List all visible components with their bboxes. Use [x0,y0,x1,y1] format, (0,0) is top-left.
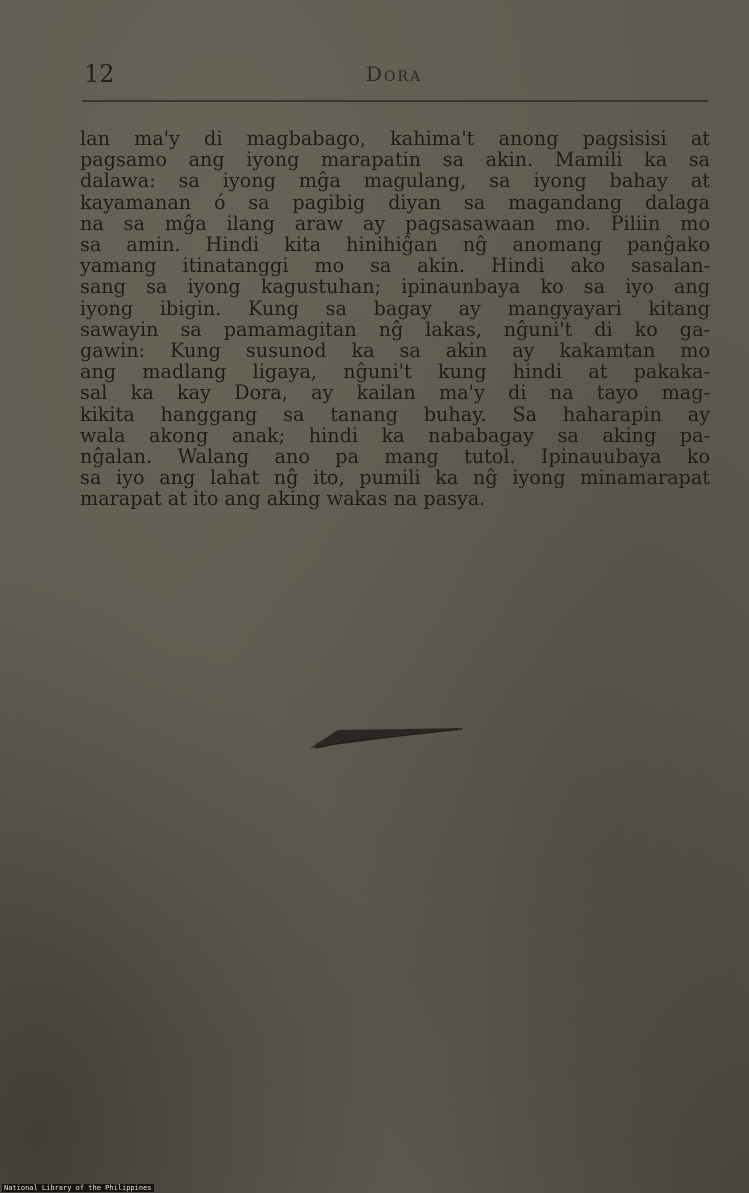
page-number: 12 [84,60,115,88]
running-title: Dora [365,62,423,86]
text-line: iyong ibigin. Kung sa bagay ay mangyayari kitang [80,296,710,320]
text-line: dalawa: sa iyong mĝa magulang, sa iyong bahay at [80,169,710,193]
text-line: sa amin. Hindi kita hinihiĝan nĝ anomang panĝako [80,233,710,257]
text-line: sal ka kay Dora, ay kailan ma'y di na tayo mag- [80,381,710,405]
text-line: marapat at ito ang aking wakas na pasya. [80,487,486,511]
page-header [80,60,708,90]
text-line: kikita hanggang sa tanang buhay. Sa haharapin ay [80,402,710,426]
text-line: gawin: Kung susunod ka sa akin ay kakamtan mo [80,339,710,363]
text-line: ang madlang ligaya, nĝuni't kung hindi at pakaka- [80,360,710,384]
end-ornament-icon [308,724,464,750]
text-line: lan ma'y di magbabago, kahima't anong pagsisisi at [80,127,710,150]
text-line: nĝalan. Walang ano pa mang tutol. Ipinauubaya ko [80,445,710,469]
header-rule [82,100,708,102]
text-line: sa iyo ang lahat nĝ ito, pumili ka nĝ iyong minamarapat [80,466,710,490]
text-line: sawayin sa pamamagitan nĝ lakas, nĝuni't di ko ga- [80,317,710,341]
text-line: na sa mĝa ilang araw ay pagsasawaan mo. Piliin mo [80,211,710,235]
text-line: kayamanan ó sa pagibig diyan sa magandang dalaga [80,190,710,214]
body-text [80,128,710,510]
footer-credit: National Library of the Philippines [4,1184,152,1192]
text-line: sang sa iyong kagustuhan; ipinaunbaya ko sa iyo ang [80,275,710,299]
text-line: wala akong anak; hindi ka nababagay sa aking pa- [80,423,710,447]
text-line: yamang itinatanggi mo sa akin. Hindi ako sasalan- [80,254,710,278]
text-line: pagsamo ang iyong marapatin sa akin. Mamili ka sa [80,148,710,172]
